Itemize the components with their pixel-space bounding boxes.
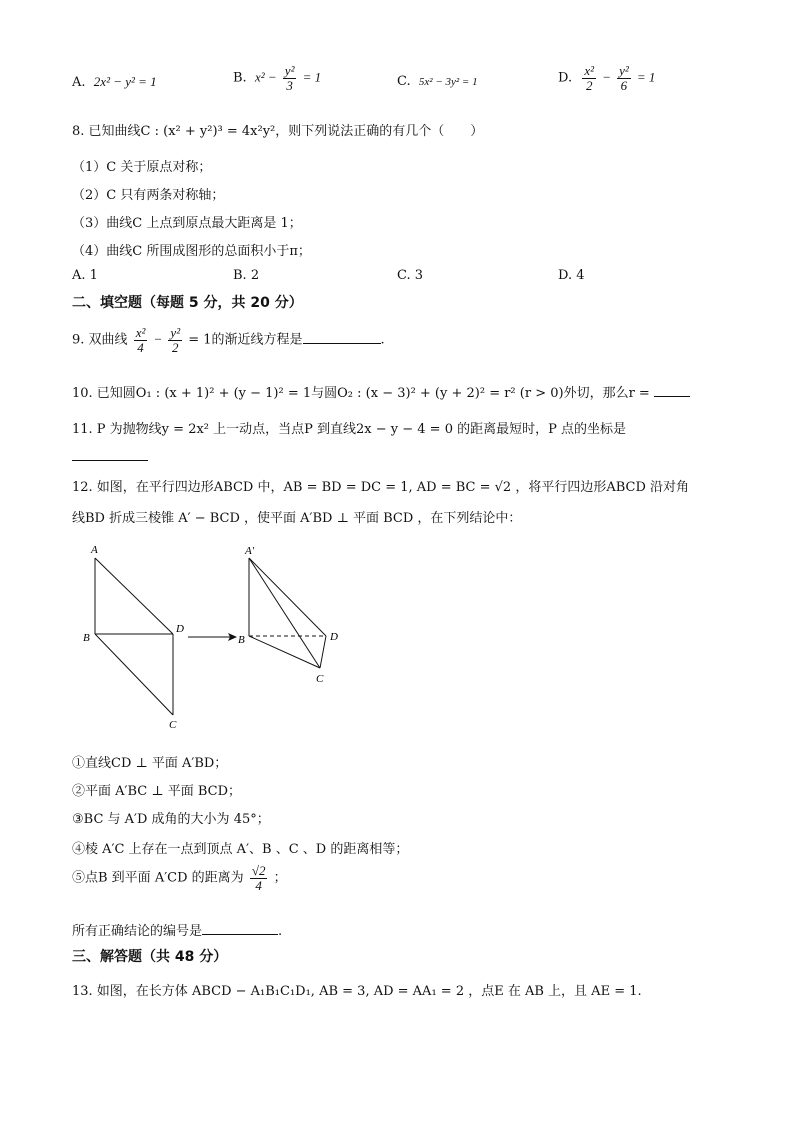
q10-answer-blank[interactable] <box>654 396 690 397</box>
label-a-prime: A′ <box>245 545 255 557</box>
q7-option-c-expr: 5x² − 3y² = 1 <box>418 76 478 88</box>
q12-line1: 12. 如图，在平行四边形ABCD 中，AB = BD = DC = 1, AD = BC = √2 ，将平行四边形ABCD 沿对角 <box>72 480 690 495</box>
q12-answer-line: 所有正确结论的编号是 . <box>72 924 283 939</box>
q12-conclusion-2: ②平面 A′BC ⊥ 平面 BCD； <box>72 784 242 799</box>
q11-answer-blank[interactable] <box>72 452 148 461</box>
q8-item: （3）曲线C 上点到原点最大距离是 1； <box>72 216 302 231</box>
q8-option-b: B. 2 <box>233 268 260 283</box>
q8-option-d: D. 4 <box>558 268 585 283</box>
q8-option-c: C. 3 <box>397 268 424 283</box>
q12-conclusion-4: ④棱 A′C 上存在一点到顶点 A′、B 、C 、D 的距离相等； <box>72 842 409 857</box>
parallelogram-abcd <box>95 558 173 715</box>
q8-item: （1）C 关于原点对称； <box>72 160 212 175</box>
q12-line2: 线BD 折成三棱锥 A′ − BCD ，使平面 A′BD ⊥ 平面 BCD ，在下列结论中： <box>72 511 522 526</box>
q12-figure <box>80 540 370 735</box>
q8-item: （4）曲线C 所围成图形的总面积小于π； <box>72 244 311 259</box>
q7-b-fraction: $\frac{\text{y²}}{3}$ <box>284 63 295 93</box>
label-d: D <box>176 623 184 635</box>
q10: 10. 已知圆O₁ : (x + 1)² + (y − 1)² = 1与圆O₂ : (x − 3)² + (y + 2)² = r² (r > 0)外切，那么r = <box>72 382 690 401</box>
q12-conclusion-5: ⑤点B 到平面 A′CD 的距离为 $\frac{√2}{4}$ ； <box>72 863 287 893</box>
q9: 9. 双曲线 $\frac{\text{x²}}{4}$ − $\frac{\text{y²}}{2}$ = 1的渐近线方程是 . <box>72 325 385 355</box>
label-c: C <box>169 719 177 731</box>
q7-option-b: B. x² − $\frac{\text{y²}}{3}$ = 1 <box>233 63 322 93</box>
q12-conclusion-3: ③BC 与 A′D 成角的大小为 45°； <box>72 812 270 827</box>
tetrahedron-abcd <box>249 558 326 668</box>
q12-answer-blank[interactable] <box>202 934 278 935</box>
section-title-solutions: 三、解答题（共 48 分） <box>72 949 228 965</box>
label-c: C <box>316 673 324 685</box>
q7-option-a-expr: 2x² − y² = 1 <box>93 74 157 89</box>
q11: 11. P 为抛物线y = 2x² 上一动点，当点P 到直线2x − y − 4 = 0 的距离最短时，P 点的坐标是 <box>72 422 626 437</box>
q8-option-a: A. 1 <box>72 268 98 283</box>
q8-item: （2）C 只有两条对称轴； <box>72 188 225 203</box>
label-b: B <box>238 634 245 646</box>
q12-conclusion-1: ①直线CD ⊥ 平面 A′BD； <box>72 756 228 771</box>
fold-arrow-icon <box>188 633 237 641</box>
label-b: B <box>83 632 90 644</box>
section-title-fill-in: 二、填空题（每题 5 分，共 20 分） <box>72 295 303 311</box>
q7-option-c: C. 5x² − 3y² = 1 <box>397 74 478 89</box>
q7-option-d: D. $\frac{\text{x²}}{2}$ − $\frac{\text{y²}}{6}$ = 1 <box>558 63 656 93</box>
q13: 13. 如图，在长方体 ABCD − A₁B₁C₁D₁, AB = 3, AD = AA₁ = 2 ，点E 在 AB 上，且 AE = 1. <box>72 984 642 999</box>
label-a: A <box>91 544 98 556</box>
q9-answer-blank[interactable] <box>303 343 381 344</box>
q7-option-a: A. 2x² − y² = 1 <box>72 74 157 90</box>
q8-stem: 8. 已知曲线C : (x² + y²)³ = 4x²y²，则下列说法正确的有几个（ ） <box>72 124 484 139</box>
label-d: D <box>330 631 338 643</box>
